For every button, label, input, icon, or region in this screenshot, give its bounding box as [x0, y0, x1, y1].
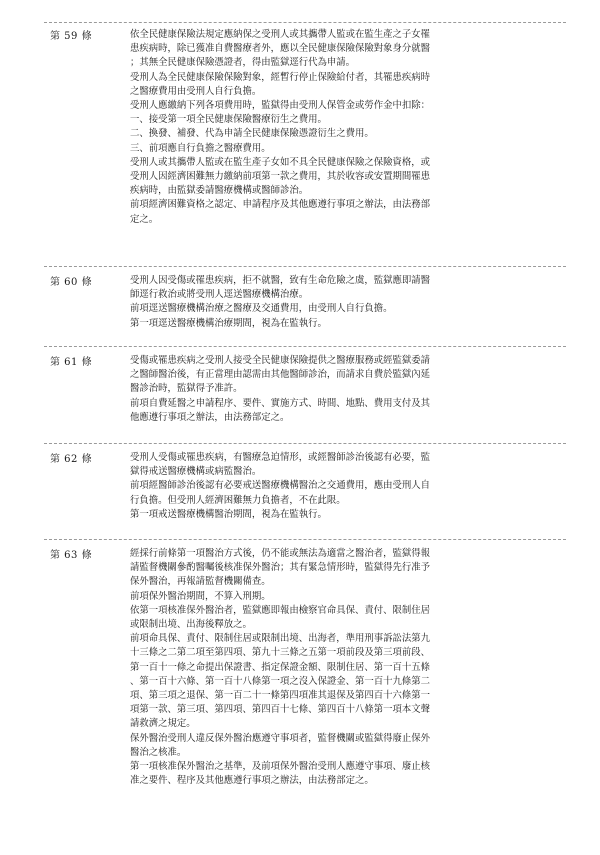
article-59	[44, 22, 566, 260]
text-line: 前項經醫師診治後認有必要戒送醫療機構醫治之交通費用，應由受刑人自	[130, 480, 431, 492]
text-line: 第一項逕送醫療機構治療期間，視為在監執行。	[130, 317, 327, 329]
text-line: 師逕行救治或將受刑人逕送醫療機構治療。	[130, 289, 309, 301]
text-line: 受刑人或其攜帶人監或在監生產子女如不具全民健康保險之保險資格，或	[130, 156, 431, 168]
text-line: 他應遵行事項之辦法，由法務部定之。	[130, 411, 290, 423]
text-line: 前項自費延醫之申請程序、要件、實施方式、時間、地點、費用支付及其	[130, 397, 431, 409]
text-line: 准之要件、程序及其他應遵行事項之辦法，由法務部定之。	[130, 775, 374, 787]
article-body	[130, 28, 506, 227]
text-line: ；其無全民健康保險憑證者，得由監獄逕行代為申請。	[130, 57, 356, 69]
text-line: 醫診治時，監獄得予准許。	[130, 383, 243, 395]
text-line: 二、換發、補發、代為申請全民健康保險憑證衍生之費用。	[130, 128, 374, 140]
text-line: 保外醫治受刑人違反保外醫治應遵守事項者，監督機關或監獄得廢止保外	[130, 732, 431, 744]
text-line: 三、前項應自行負擔之醫療費用。	[130, 142, 271, 154]
article-61	[44, 346, 566, 438]
paragraph	[130, 632, 506, 731]
text-line: 受刑人因經濟困難無力繳納前項第一款之費用，其於收容或安置期間罹患	[130, 171, 431, 183]
text-line: 項、第三項之退保、第一百二十一條第四項准其退保及第四百十六條第一	[130, 690, 431, 702]
text-line: 請監督機關參酌醫囑後核准保外醫治；其有緊急情形時，監獄得先行准予	[130, 562, 431, 574]
text-line: 受刑人受傷或罹患疾病，有醫療急迫情形，或經醫師診治後認有必要，監	[130, 452, 431, 463]
text-line: 、第一百十六條、第一百十八條第一項之沒入保證金、第一百十九條第二	[130, 675, 431, 687]
paragraph	[130, 451, 506, 479]
section-divider	[44, 266, 566, 267]
article-number: 第 61 條	[50, 357, 93, 368]
paragraph	[130, 99, 506, 113]
article-body	[130, 274, 506, 331]
section-divider	[44, 346, 566, 347]
article-number: 第 60 條	[50, 277, 93, 288]
article-60	[44, 266, 566, 342]
paragraph	[130, 317, 506, 331]
paragraph	[130, 604, 506, 632]
section-divider	[44, 22, 566, 23]
text-line: 患疾病時，除已獲准自費醫療者外，應以全民健康保險保險對象身分就醫	[130, 43, 431, 55]
text-line: 受刑人因受傷或罹患疾病，拒不就醫，致有生命危險之虞，監獄應即請醫	[130, 275, 431, 286]
paragraph	[130, 354, 506, 397]
paragraph	[130, 547, 506, 590]
article-62	[44, 443, 566, 535]
article-body	[130, 354, 506, 425]
text-line: 依全民健康保險法規定應納保之受刑人或其攜帶人監或在監生產之子女罹	[130, 29, 431, 40]
paragraph	[130, 397, 506, 425]
text-line: 第一項戒送醫療機構醫治期間，視為在監執行。	[130, 508, 327, 520]
text-line: 請救濟之規定。	[130, 718, 196, 730]
paragraph	[130, 156, 506, 199]
paragraph	[130, 198, 506, 226]
text-line: 之醫師醫治後，有正當理由認需由其他醫師診治，而請求自費於監獄內延	[130, 369, 431, 381]
section-divider	[44, 539, 566, 540]
text-line: 受傷或罹患疾病之受刑人接受全民健康保險提供之醫療服務或經監獄委請	[130, 355, 431, 366]
paragraph	[130, 760, 506, 788]
article-number: 第 63 條	[50, 550, 93, 561]
text-line: 前項經濟困難資格之認定、申請程序及其他應遵行事項之辦法，由法務部	[130, 199, 431, 211]
text-line: 行負擔。但受刑人經濟困難無力負擔者，不在此限。	[130, 494, 346, 506]
text-line: 獄得戒送醫療機構或病監醫治。	[130, 466, 262, 478]
text-line: 受刑人應繳納下列各項費用時，監獄得由受刑人保管金或勞作金中扣除：	[130, 100, 431, 112]
paragraph	[130, 274, 506, 302]
text-line: 醫治之核准。	[130, 746, 187, 758]
article-63	[44, 539, 566, 839]
text-line: 定之。	[130, 213, 159, 225]
paragraph	[130, 71, 506, 99]
section-divider	[44, 443, 566, 444]
article-body	[130, 547, 506, 788]
paragraph	[130, 127, 506, 141]
paragraph	[130, 590, 506, 604]
paragraph	[130, 479, 506, 507]
text-line: 第一百十一條之命提出保證書、指定保證金額、限制住居、第一百十五條	[130, 661, 431, 673]
text-line: 第一項核准保外醫治之基準，及前項保外醫治受刑人應遵守事項、廢止核	[130, 761, 431, 773]
text-line: 疾病時，由監獄委請醫療機構或醫師診治。	[130, 185, 309, 197]
paragraph	[130, 28, 506, 71]
text-line: 十三條之二第二項至第四項、第九十三條之五第一項前段及第三項前段、	[130, 647, 431, 659]
text-line: 前項逕送醫療機構治療之醫療及交通費用，由受刑人自行負擔。	[130, 303, 393, 315]
article-number: 第 62 條	[50, 454, 93, 465]
paragraph	[130, 732, 506, 760]
text-line: 保外醫治，再報請監督機關備查。	[130, 576, 271, 588]
text-line: 依第一項核准保外醫治者，監獄應即報由檢察官命具保、責付、限制住居	[130, 604, 431, 616]
text-line: 經採行前條第一項醫治方式後，仍不能或無法為適當之醫治者，監獄得報	[130, 548, 431, 559]
paragraph	[130, 113, 506, 127]
text-line: 前項保外醫治期間，不算入刑期。	[130, 590, 271, 602]
article-number: 第 59 條	[50, 31, 93, 42]
text-line: 一、接受第一項全民健康保險醫療衍生之費用。	[130, 114, 327, 126]
paragraph	[130, 508, 506, 522]
text-line: 或限制出境、出海後釋放之。	[130, 619, 252, 631]
text-line: 前項命具保、責付、限制住居或限制出境、出海者，準用刑事訴訟法第九	[130, 633, 431, 645]
text-line: 項第一款、第三項、第四項、第四百十七條、第四百十八條第一項本文聲	[130, 704, 431, 716]
text-line: 之醫療費用由受刑人自行負擔。	[130, 85, 262, 97]
article-body	[130, 451, 506, 522]
paragraph	[130, 142, 506, 156]
paragraph	[130, 302, 506, 316]
text-line: 受刑人為全民健康保險保險對象，經暫行停止保險給付者，其罹患疾病時	[130, 71, 431, 83]
